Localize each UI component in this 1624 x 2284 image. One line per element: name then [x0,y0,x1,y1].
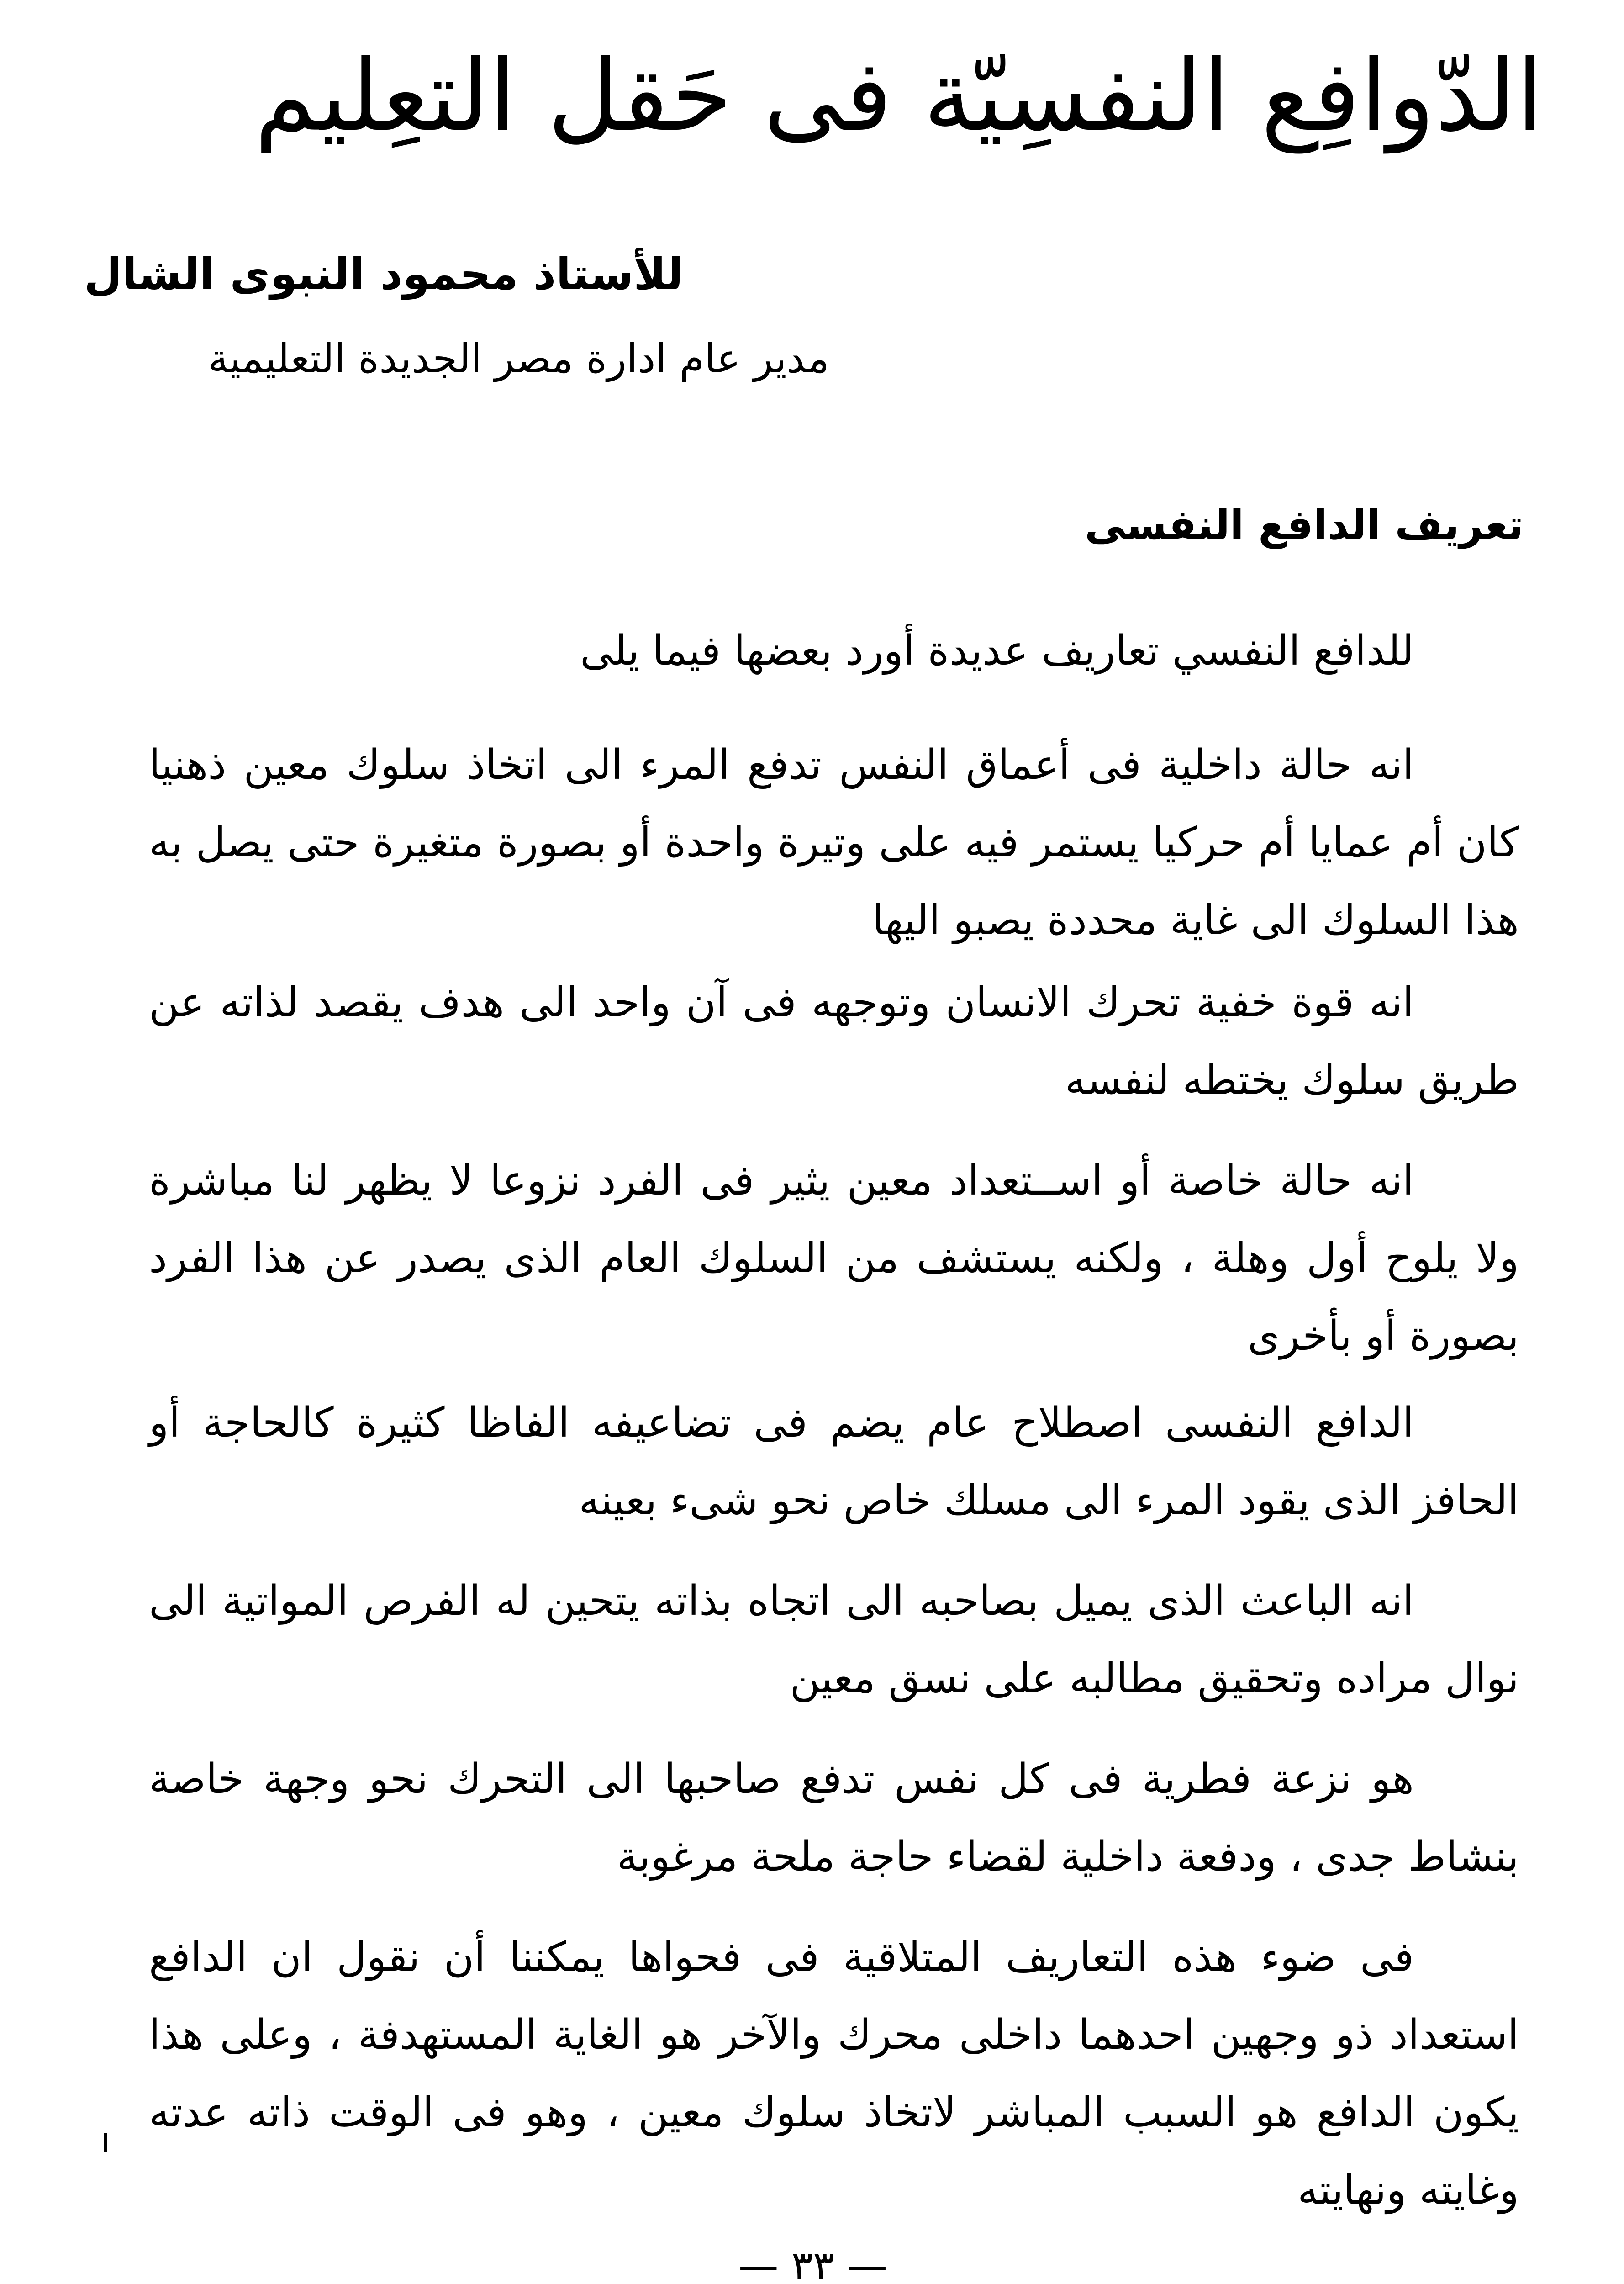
paragraph-definition-3: انه حالة خاصة أو اســتعداد معين يثير فى الفرد نزوعا لا يظهر لنا مباشرة ولا يلوح أول وهلة ، ولكنه يستشف من السلوك العام الذى يصدر عن هذا الفرد بصورة أو بأخرى [149,1157,1519,1360]
paragraph-definition-6: هو نزعة فطرية فى كل نفس تدفع صاحبها الى التحرك نحو وجهة خاصة بنشاط جدى ، ودفعة داخلية لقضاء حاجة ملحة مرغوبة [149,1755,1519,1881]
paragraph-definition-1: انه حالة داخلية فى أعماق النفس تدفع المرء الى اتخاذ سلوك معين ذهنيا كان أم عمايا أم حركيا يستمر فيه على وتيرة واحدة أو بصورة متغيرة حتى يصل به هذا السلوك الى غاية محددة يصبو اليها [149,741,1519,944]
section-heading: تعريف الدافع النفسى [1085,501,1524,549]
article-title: الدّوافِع النفسِيّة فى حَقل التعِليم [254,38,1544,153]
page-number: — ٣٣ — [738,2242,888,2284]
margin-mark [104,2133,107,2152]
paragraph-definition-4: الدافع النفسى اصطلاح عام يضم فى تضاعيفه الفاظا كثيرة كالحاجة أو الحافز الذى يقود المرء الى مسلك خاص نحو شىء بعينه [149,1399,1519,1524]
paragraph-definition-5: انه الباعث الذى يميل بصاحبه الى اتجاه بذاته يتحين له الفرص المواتية الى نوال مراده وتحقيق مطالبه على نسق معين [149,1577,1519,1702]
paragraph-conclusion: فى ضوء هذه التعاريف المتلاقية فى فحواها يمكننا أن نقول ان الدافع استعداد ذو وجهين احدهما داخلى محرك والآخر هو الغاية المستهدفة ، وعلى هذا يكون الدافع هو السبب المباشر لاتخاذ سلوك معين ، وهو فى الوقت ذاته عدته وغايته ونهايته [149,1933,1519,2214]
author-role: مدير عام ادارة مصر الجديدة التعليمية [208,335,829,382]
paragraph-intro: للدافع النفسي تعاريف عديدة أورد بعضها فيما يلى [580,627,1414,675]
author-name: للأستاذ محمود النبوى الشال [84,248,683,300]
paragraph-definition-2: انه قوة خفية تحرك الانسان وتوجهه فى آن واحد الى هدف يقصد لذاته عن طريق سلوك يختطه لنفسه [149,978,1519,1104]
